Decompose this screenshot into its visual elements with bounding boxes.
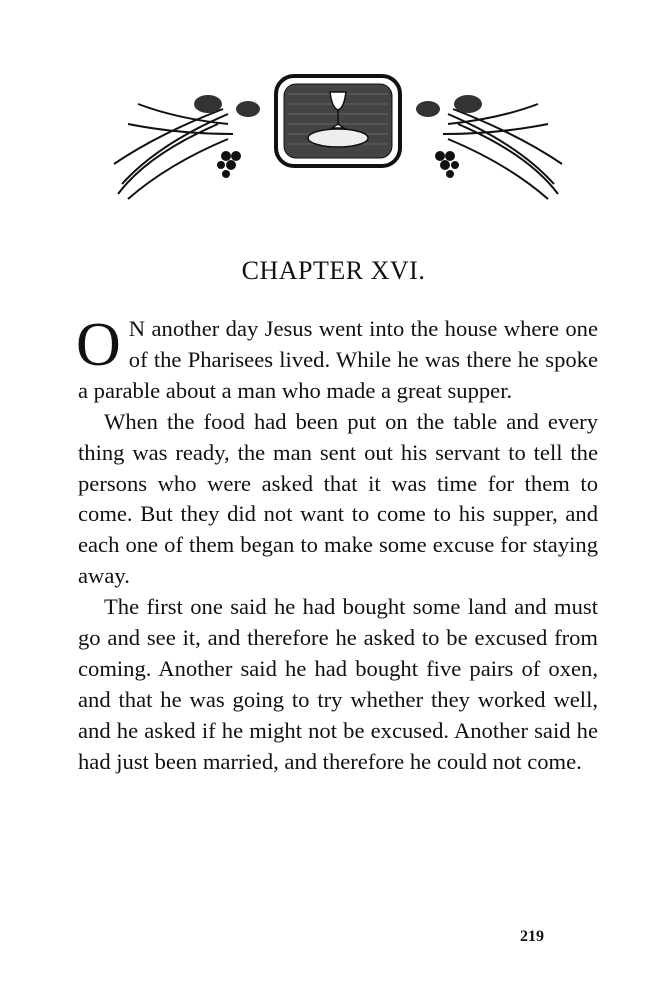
paragraph-1-text: N another day Jesus went into the house where one of the Pharisees lived. While he was there he spoke a parable about a man who made a great supper. [78,316,598,403]
drop-cap: O [76,311,121,379]
page-number: 219 [520,928,544,945]
paragraph-2: When the food had been put on the table and every thing was ready, the man sent out his servant to tell the persons who were asked that it was time for them to come. But they did not want to come to his supper, and each one of them began to make some excuse for staying away. [78,408,598,589]
paragraph-3: The first one said he had bought some land and must go and see it, and therefore he asked to be excused from coming. Another said he had bought five pairs of oxen, and that he was going to try whether they worked well, and he asked if he might not be excused. Another said he had just been married, and therefore he could not come. [78,594,598,774]
header-ornament-icon [108,64,568,204]
paragraph-1 [76,311,598,407]
body-text [76,311,598,778]
chapter-title: CHAPTER XVI. [241,256,426,285]
